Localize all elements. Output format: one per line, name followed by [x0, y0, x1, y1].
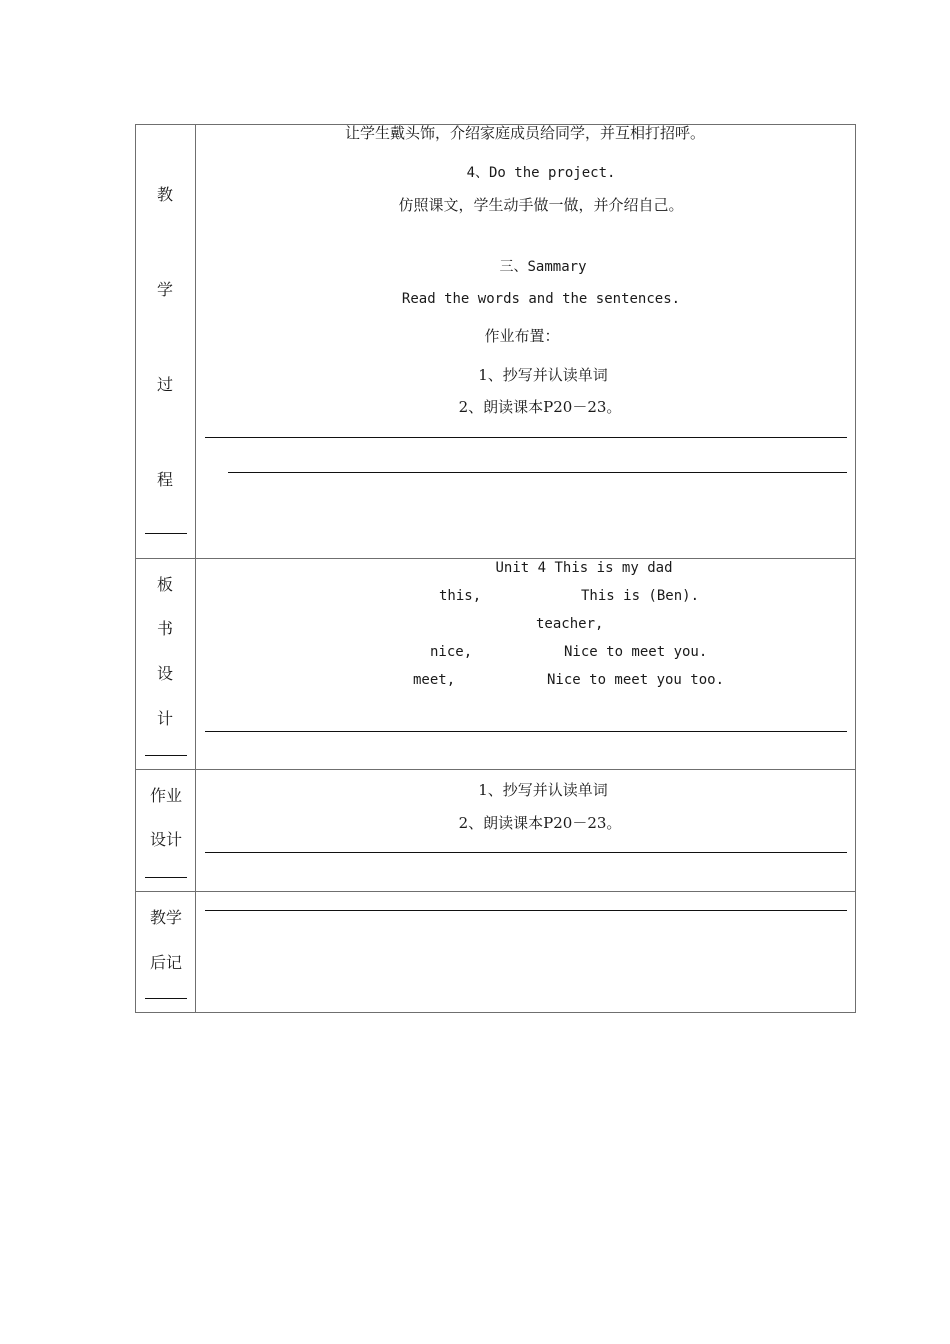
- process-line: 作业布置：: [484, 327, 560, 345]
- label-underline: [145, 998, 187, 999]
- label-underline: [145, 533, 187, 534]
- homework-line: 2、朗读课本P20－23。: [458, 814, 622, 832]
- reflection-label-line: 后记: [149, 953, 183, 972]
- board-title: Unit 4 This is my dad: [495, 560, 673, 576]
- process-line: 4、Do the project.: [466, 165, 616, 181]
- label-underline: [145, 755, 187, 756]
- row-divider-reflection: [135, 891, 856, 892]
- process-label-char: 程: [156, 470, 174, 489]
- writing-line: [205, 910, 847, 911]
- writing-line: [205, 731, 847, 732]
- board-sentence: Nice to meet you.: [564, 644, 708, 660]
- process-line: 仿照课文，学生动手做一做，并介绍自己。: [398, 196, 684, 214]
- process-label-char: 学: [156, 280, 174, 299]
- board-label-char: 板: [156, 575, 174, 594]
- process-line: 三、Sammary: [499, 259, 587, 275]
- board-word: teacher,: [536, 616, 604, 632]
- process-line: 让学生戴头饰，介绍家庭成员给同学，并互相打招呼。: [344, 124, 706, 142]
- homework-label-line: 设计: [149, 830, 183, 849]
- board-label-char: 书: [156, 619, 174, 638]
- writing-line: [205, 437, 847, 438]
- process-line: 1、抄写并认读单词: [478, 366, 608, 384]
- process-label-char: 过: [156, 375, 174, 394]
- writing-line: [205, 852, 847, 853]
- board-sentence: This is (Ben).: [581, 588, 700, 604]
- process-line: 2、朗读课本P20－23。: [458, 398, 622, 416]
- process-line: Read the words and the sentences.: [401, 291, 681, 307]
- board-word: this,: [439, 588, 482, 604]
- writing-line: [228, 472, 847, 473]
- label-underline: [145, 877, 187, 878]
- board-label-char: 设: [156, 664, 174, 683]
- homework-line: 1、抄写并认读单词: [478, 781, 608, 799]
- column-divider: [195, 124, 196, 1013]
- board-word: meet,: [413, 672, 456, 688]
- reflection-label-line: 教学: [149, 908, 183, 927]
- row-divider-homework: [135, 769, 856, 770]
- board-word: nice,: [430, 644, 473, 660]
- process-label-char: 教: [156, 185, 174, 204]
- board-sentence: Nice to meet you too.: [547, 672, 725, 688]
- board-label-char: 计: [156, 709, 174, 728]
- homework-label-line: 作业: [149, 786, 183, 805]
